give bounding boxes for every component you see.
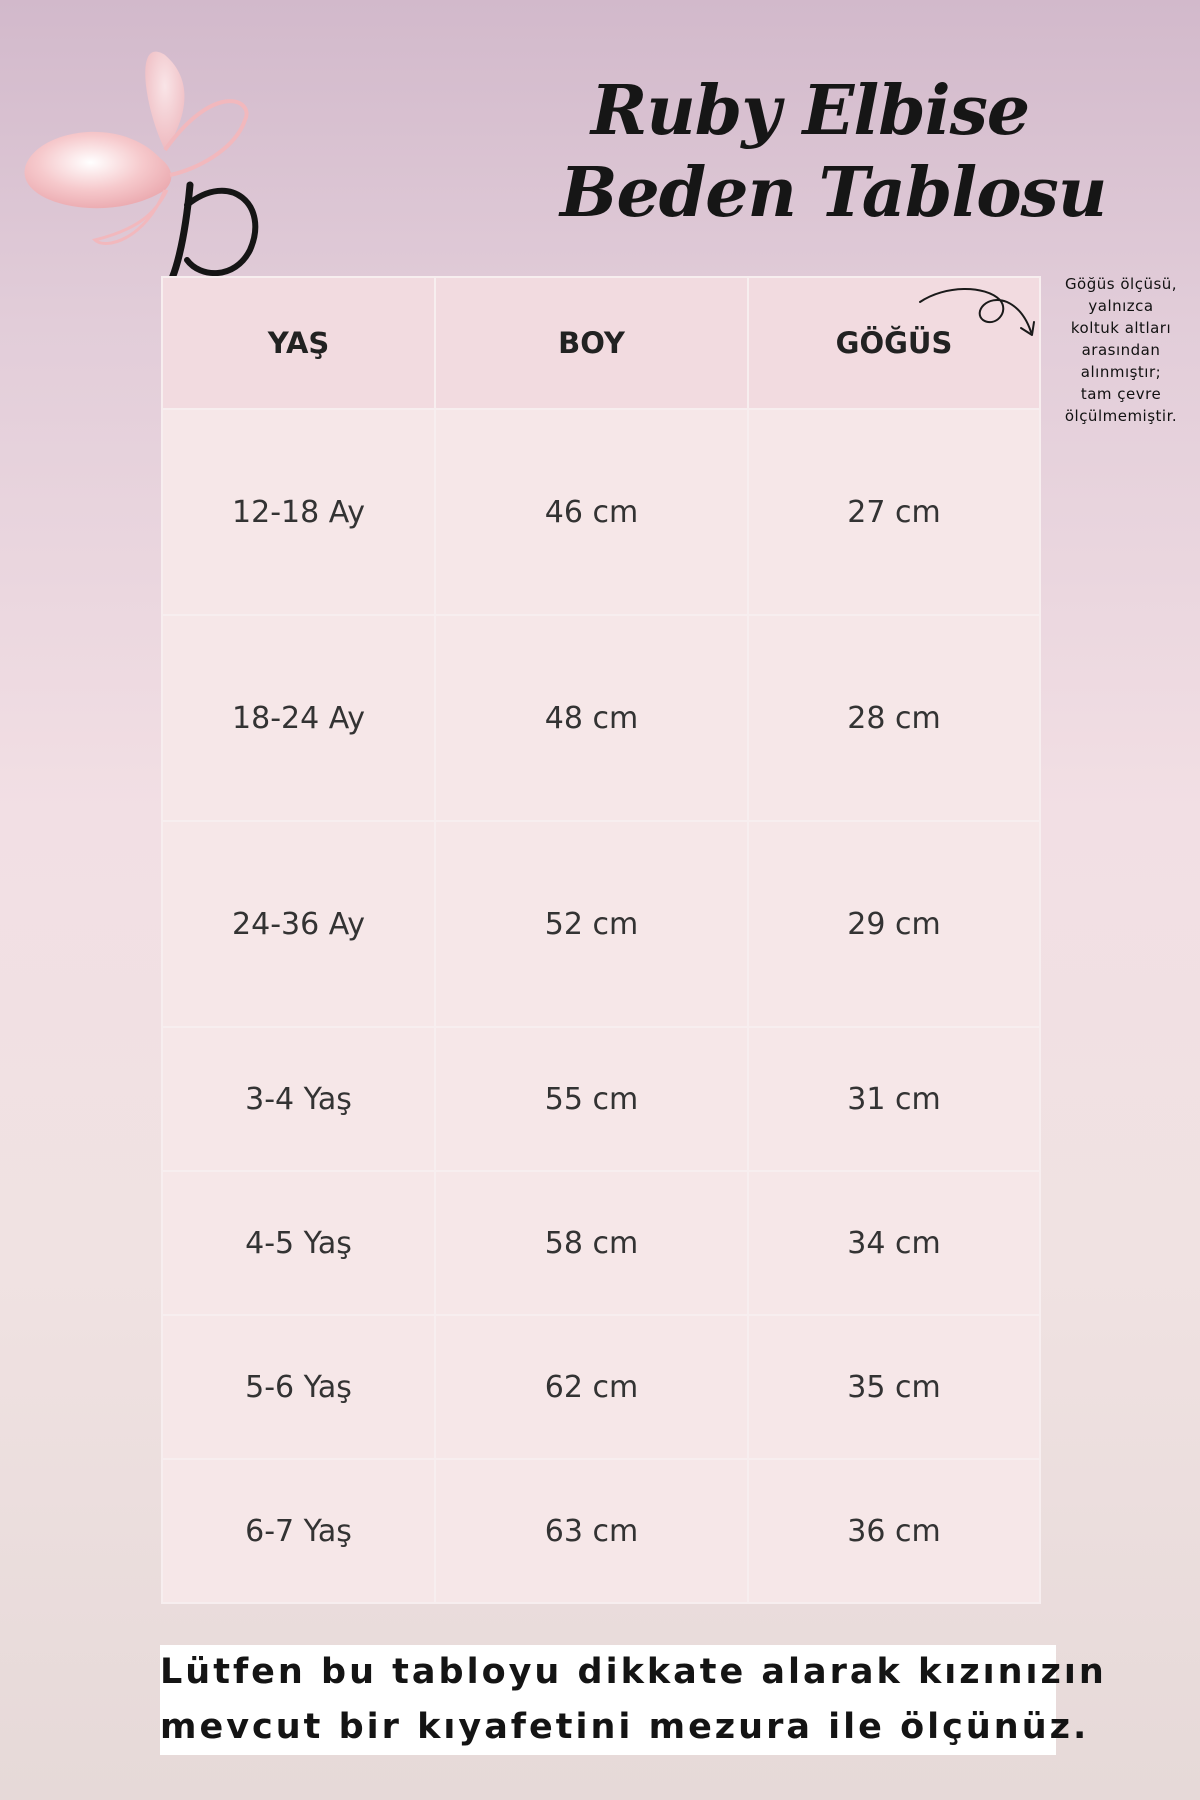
cell-chest: 27 cm — [748, 409, 1040, 615]
cell-age: 3-4 Yaş — [162, 1027, 435, 1171]
cell-height: 52 cm — [435, 821, 748, 1027]
title-line-2: Beden Tablosu — [560, 153, 1107, 233]
cell-age: 18-24 Ay — [162, 615, 435, 821]
table-row — [162, 1171, 1040, 1315]
table-row — [162, 1027, 1040, 1171]
cell-age: 5-6 Yaş — [162, 1315, 435, 1459]
note-line: koltuk altları — [1070, 319, 1172, 337]
note-line: alınmıştır; — [1080, 363, 1162, 381]
title-line-1: Ruby Elbise — [590, 71, 1030, 151]
cell-chest: 34 cm — [748, 1171, 1040, 1315]
note-line: ölçülmemiştir. — [1064, 407, 1178, 425]
cell-chest: 28 cm — [748, 615, 1040, 821]
table-row — [162, 1315, 1040, 1459]
cell-height: 62 cm — [435, 1315, 748, 1459]
cell-height: 55 cm — [435, 1027, 748, 1171]
table-header-row — [162, 277, 1040, 409]
cell-height: 63 cm — [435, 1459, 748, 1603]
footer-line-2: mevcut bir kıyafetini mezura ile ölçünüz. — [160, 1707, 1090, 1747]
header-age: YAŞ — [162, 277, 435, 409]
cell-height: 46 cm — [435, 409, 748, 615]
cell-age: 12-18 Ay — [162, 409, 435, 615]
header-chest: GÖĞÜS — [748, 277, 1040, 409]
table-row — [162, 615, 1040, 821]
cell-height: 58 cm — [435, 1171, 748, 1315]
header-height: BOY — [435, 277, 748, 409]
measurement-instruction — [160, 1645, 1107, 1755]
note-line: yalnızca — [1088, 297, 1154, 315]
cell-chest: 29 cm — [748, 821, 1040, 1027]
note-line: arasından — [1081, 341, 1161, 359]
curly-arrow-icon — [915, 280, 1045, 350]
cell-chest: 36 cm — [748, 1459, 1040, 1603]
footer-line-1: Lütfen bu tabloyu dikkate alarak kızınızın — [160, 1652, 1107, 1692]
note-line: Göğüs ölçüsü, — [1064, 275, 1178, 293]
cell-age: 4-5 Yaş — [162, 1171, 435, 1315]
butterfly-p-logo-icon — [15, 40, 275, 310]
note-line: tam çevre — [1080, 385, 1162, 403]
page-title — [560, 70, 1107, 234]
chest-measurement-note — [1050, 273, 1192, 427]
cell-chest: 31 cm — [748, 1027, 1040, 1171]
size-chart-table — [161, 276, 1041, 1604]
table-row — [162, 821, 1040, 1027]
cell-chest: 35 cm — [748, 1315, 1040, 1459]
cell-height: 48 cm — [435, 615, 748, 821]
table-row — [162, 409, 1040, 615]
table-row — [162, 1459, 1040, 1603]
cell-age: 6-7 Yaş — [162, 1459, 435, 1603]
cell-age: 24-36 Ay — [162, 821, 435, 1027]
